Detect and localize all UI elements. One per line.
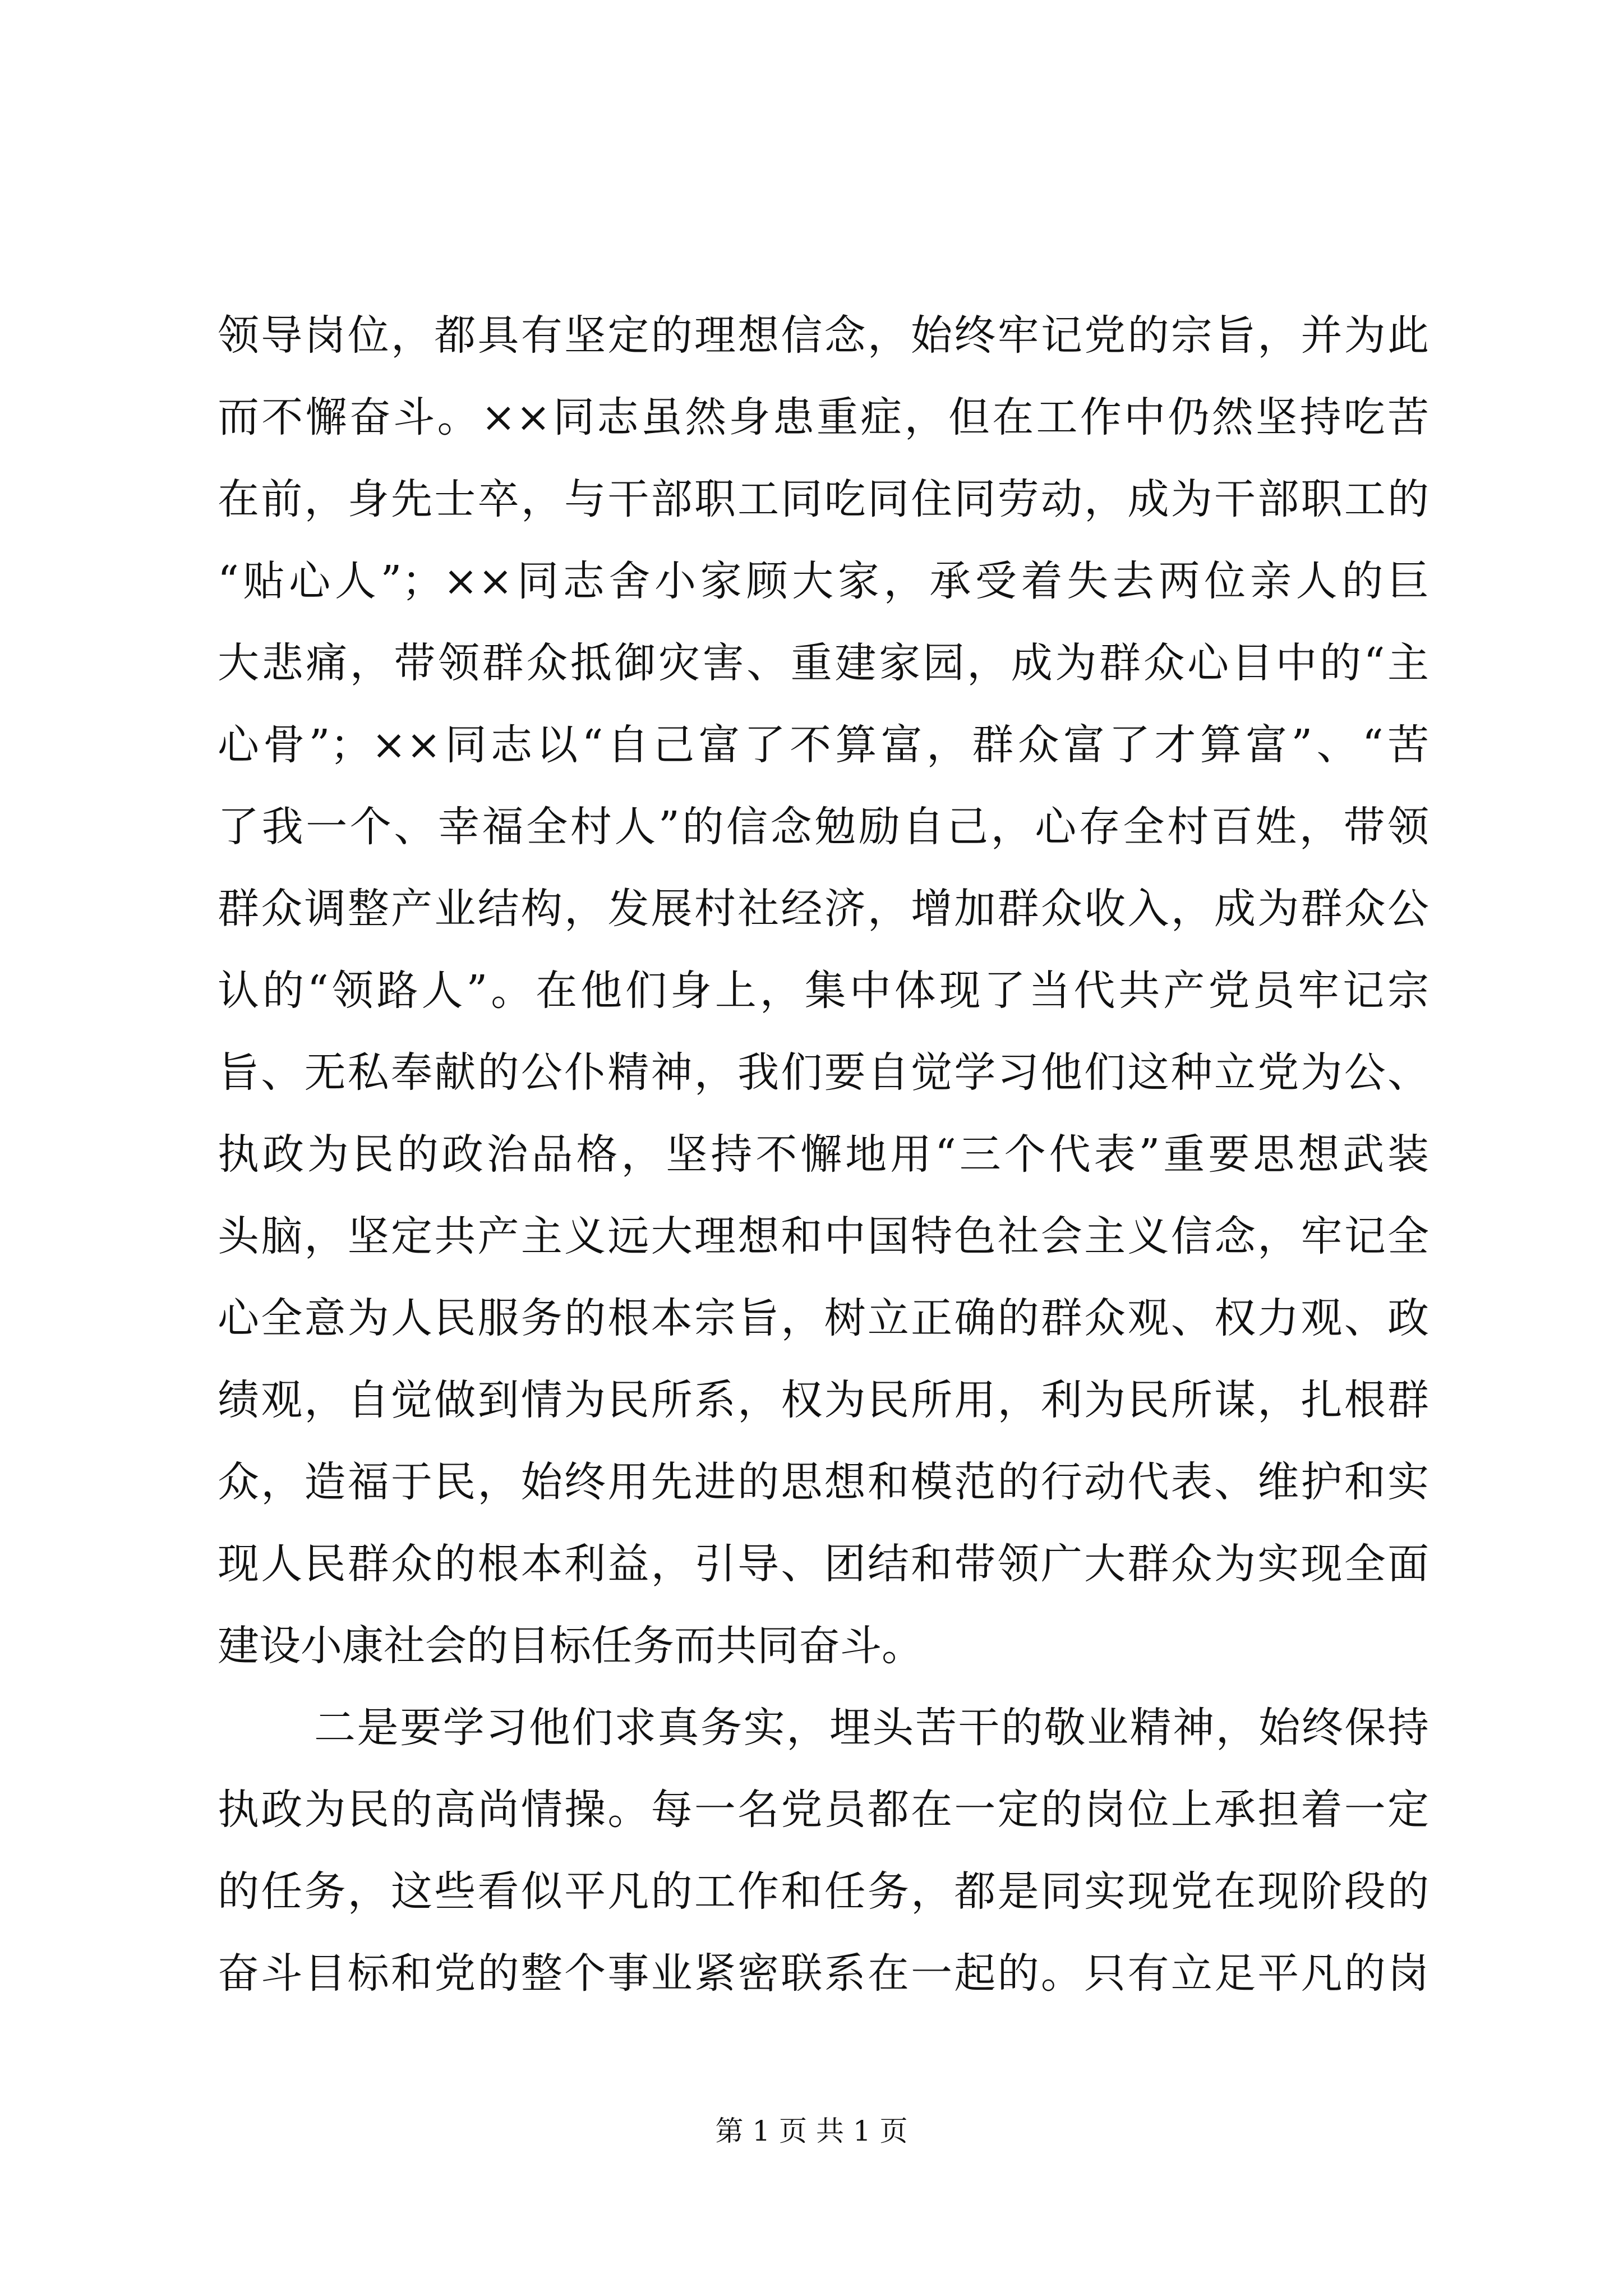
text-line: 现人民群众的根本利益，引导、团结和带领广大群众为实现全面 — [218, 1540, 1429, 1588]
text-line: 建设小康社会的目标任务而共同奋斗。 — [218, 1622, 923, 1670]
text-line: 认的“领路人”。在他们身上，集中体现了当代共产党员牢记宗 — [218, 967, 1429, 1015]
text-line: “贴心人”；××同志舍小家顾大家，承受着失去两位亲人的巨 — [218, 557, 1429, 605]
text-line: 奋斗目标和党的整个事业紧密联系在一起的。只有立足平凡的岗 — [218, 1949, 1429, 1998]
page-footer: 第 1 页 共 1 页 — [715, 2115, 908, 2147]
text-line: 大悲痛，带领群众抵御灾害、重建家园，成为群众心目中的“主 — [218, 639, 1429, 687]
text-line: 领导岗位，都具有坚定的理想信念，始终牢记党的宗旨，并为此 — [218, 311, 1429, 360]
text-line: 众，造福于民，始终用先进的思想和模范的行动代表、维护和实 — [218, 1458, 1429, 1506]
text-line: 绩观，自觉做到情为民所系，权为民所用，利为民所谋，扎根群 — [218, 1376, 1429, 1424]
text-line: 头脑，坚定共产主义远大理想和中国特色社会主义信念，牢记全 — [218, 1212, 1429, 1260]
text-line: 在前，身先士卒，与干部职工同吃同住同劳动，成为干部职工的 — [218, 475, 1429, 523]
text-line: 了我一个、幸福全村人”的信念勉励自己，心存全村百姓，带领 — [218, 803, 1429, 851]
text-line: 执政为民的政治品格，坚持不懈地用“三个代表”重要思想武装 — [218, 1130, 1429, 1179]
text-line: 心骨”；××同志以“自己富了不算富，群众富了才算富”、“苦 — [218, 721, 1429, 769]
paragraph-first-line: 二是要学习他们求真务实，埋头苦干的敬业精神，始终保持 — [314, 1704, 1429, 1752]
text-line: 旨、无私奉献的公仆精神，我们要自觉学习他们这种立党为公、 — [218, 1048, 1429, 1097]
text-line: 心全意为人民服务的根本宗旨，树立正确的群众观、权力观、政 — [218, 1294, 1429, 1342]
text-line: 执政为民的高尚情操。每一名党员都在一定的岗位上承担着一定 — [218, 1786, 1429, 1834]
text-line: 群众调整产业结构，发展村社经济，增加群众收入，成为群众公 — [218, 885, 1429, 933]
text-line: 而不懈奋斗。××同志虽然身患重症，但在工作中仍然坚持吃苦 — [218, 393, 1429, 441]
text-line: 的任务，这些看似平凡的工作和任务，都是同实现党在现阶段的 — [218, 1867, 1429, 1916]
